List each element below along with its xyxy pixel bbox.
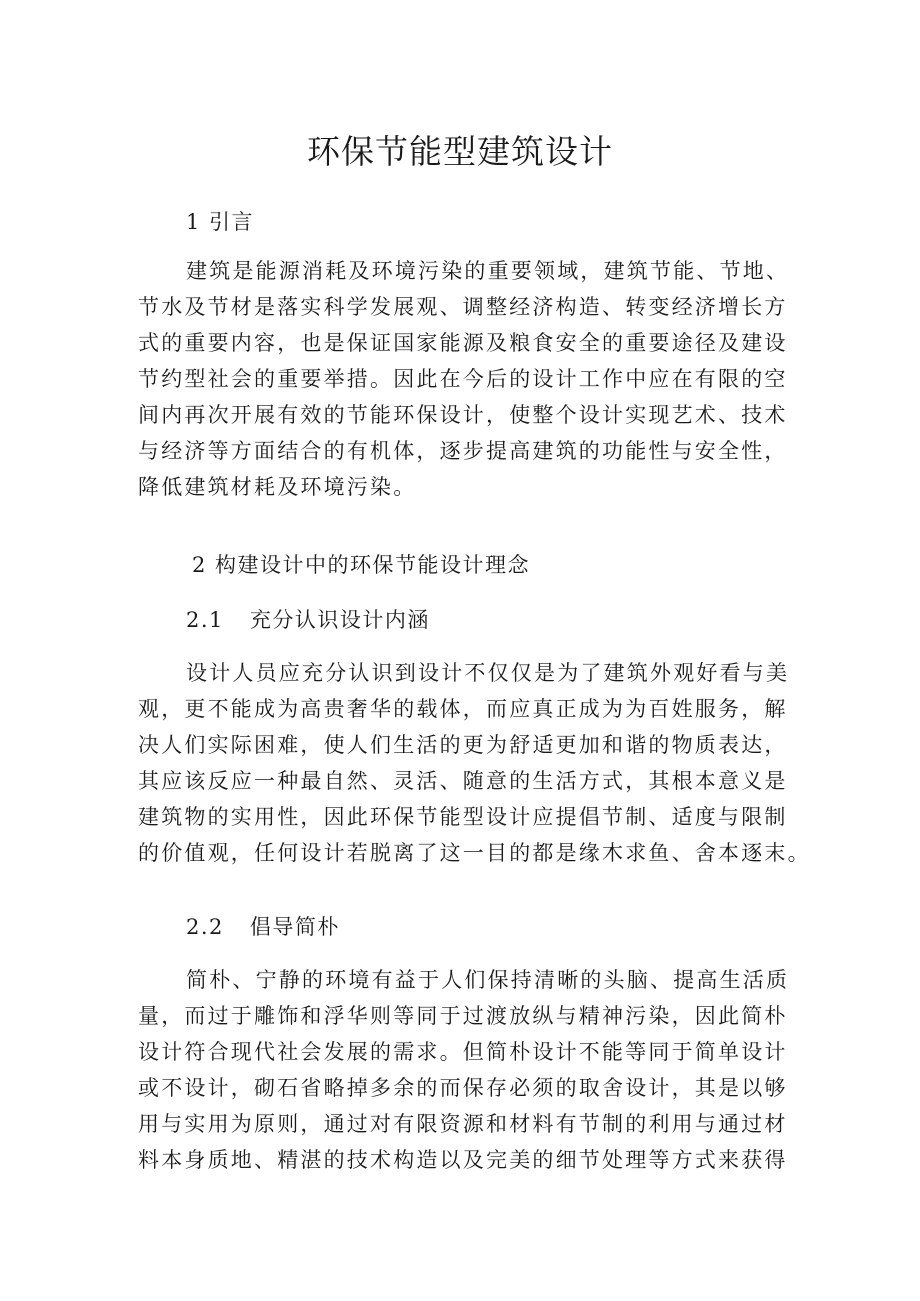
section-2-2-heading xyxy=(186,911,340,943)
paragraph-line: 决人们实际困难，使人们生活的更为舒适更加和谐的物质表达， xyxy=(138,733,788,757)
section-2-1-heading xyxy=(186,604,430,636)
paragraph-line: 观，更不能成为高贵奢华的载体，而应真正成为为百姓服务，解 xyxy=(138,697,788,721)
paragraph-line: 简朴、宁静的环境有益于人们保持清晰的头脑、提高生活质 xyxy=(186,968,790,992)
paragraph-line: 与经济等方面结合的有机体，逐步提高建筑的功能性与安全性， xyxy=(138,439,788,463)
section-2-1-title: 充分认识设计内涵 xyxy=(249,608,430,632)
paragraph-line: 节水及节材是落实科学发展观、调整经济构造、转变经济增长方 xyxy=(138,295,788,319)
paragraph-line: 料本身质地、精湛的技术构造以及完美的细节处理等方式来获得 xyxy=(138,1148,788,1172)
section-2-heading: 2 构建设计中的环保节能设计理念 xyxy=(192,553,531,577)
section-2-2-title: 倡导简朴 xyxy=(249,915,340,939)
paragraph-line: 设计符合现代社会发展的需求。但简朴设计不能等同于简单设计 xyxy=(138,1040,788,1064)
paragraph-line: 建筑是能源消耗及环境污染的重要领域，建筑节能、节地、 xyxy=(186,259,790,283)
paragraph-line: 降低建筑材耗及环境污染。 xyxy=(138,475,417,499)
section-2-1-number: 2.1 xyxy=(186,608,224,632)
section-2-1-paragraph xyxy=(138,655,811,871)
paragraph-line: 节约型社会的重要举措。因此在今后的设计工作中应在有限的空 xyxy=(138,367,788,391)
paragraph-line: 设计人员应充分认识到设计不仅仅是为了建筑外观好看与美 xyxy=(186,661,790,685)
document-title: 环保节能型建筑设计 xyxy=(307,132,613,171)
paragraph-line: 用与实用为原则，通过对有限资源和材料有节制的利用与通过材 xyxy=(138,1112,788,1136)
paragraph-line: 其应该反应一种最自然、灵活、随意的生活方式，其根本意义是 xyxy=(138,769,788,793)
paragraph-line: 间内再次开展有效的节能环保设计，使整个设计实现艺术、技术 xyxy=(138,403,788,427)
paragraph-line: 量，而过于雕饰和浮华则等同于过渡放纵与精神污染，因此简朴 xyxy=(138,1004,788,1028)
section-1-heading: 1 引言 xyxy=(186,210,255,234)
paragraph-line: 建筑物的实用性，因此环保节能型设计应提倡节制、适度与限制 xyxy=(138,805,788,829)
paragraph-line: 式的重要内容，也是保证国家能源及粮食安全的重要途径及建设 xyxy=(138,331,788,355)
section-1-paragraph xyxy=(138,253,798,505)
paragraph-line: 或不设计，砌石省略掉多余的而保存必须的取舍设计，其是以够 xyxy=(138,1076,788,1100)
section-2-2-number: 2.2 xyxy=(186,915,224,939)
section-2-2-paragraph xyxy=(138,962,798,1178)
paragraph-line: 的价值观，任何设计若脱离了这一目的都是缘木求鱼、舍本逐末。 xyxy=(138,841,811,865)
